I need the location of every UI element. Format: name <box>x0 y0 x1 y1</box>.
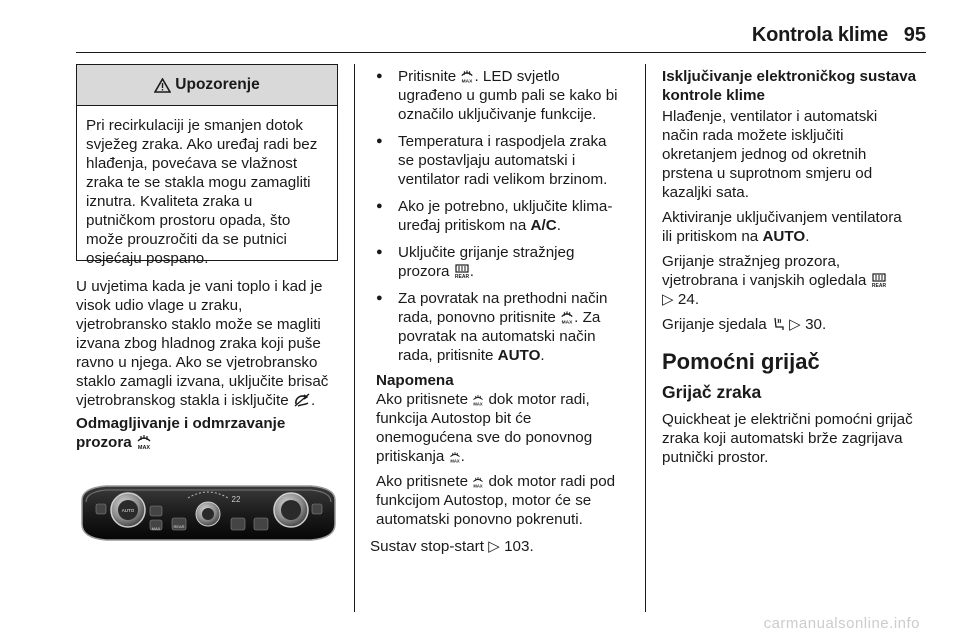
svg-text:REAR: REAR <box>454 274 469 279</box>
panel-max-label: MAX <box>151 526 161 531</box>
section-title: Pomoćni grijač <box>662 349 820 374</box>
list-item: ● Uključite grijanje stražnjeg prozora REAR . <box>370 243 638 281</box>
max-defrost-icon <box>472 393 484 407</box>
section-heading: Isključivanje elektroničkog sustava <box>662 68 917 85</box>
svg-text:MAX: MAX <box>137 445 151 450</box>
list-item: ● Ako je potrebno, uključite klima- uređaj pritiskom na A/C. <box>370 197 638 235</box>
note-paragraph-2: Ako pritisnete MAX dok motor radi pod funkcijom Autostop, motor će se automatski ponovno pokrenuti. <box>376 473 616 528</box>
warning-line: Pri recirkulaciji je smanjen dotok <box>86 117 303 134</box>
max-defrost-icon <box>472 475 484 489</box>
section-heading: Odmagljivanje i odmrzavanje <box>76 415 286 432</box>
reference-arrow-icon: ▷ <box>789 316 801 333</box>
climate-control-panel-image <box>76 478 341 546</box>
text-line: vjetrobransko staklo može se magliti <box>76 316 321 333</box>
reference-arrow-icon: ▷ <box>662 291 674 308</box>
stop-start-reference: Sustav stop-start ▷ 103. <box>370 538 534 555</box>
max-defrost-icon <box>136 433 152 450</box>
max-defrost-icon <box>449 450 461 464</box>
instruction-list <box>370 67 638 365</box>
text-line: vjetrobranskog stakla i isključite <box>76 392 289 409</box>
page-number: 95 <box>903 24 926 46</box>
section-heading: prozora <box>76 434 132 451</box>
warning-triangle-icon <box>154 78 171 93</box>
svg-text:MAX: MAX <box>450 458 460 464</box>
subsection-title: Grijač zraka <box>662 382 762 402</box>
paragraph: Grijanje sjedala ▷ 30. <box>662 316 827 333</box>
paragraph: Grijanje stražnjeg prozora, vjetrobrana i vanjskih ogledala REAR ▷ 24. <box>662 253 886 308</box>
humidity-paragraph: U uvjetima kada je vani toplo i kad je visok udio vlage u zraku, vjetrobransko staklo može se magliti izvana zbog hladnog zraka koji puše ravno u njega. Ako se vjetrobransko staklo zamagli izvana, uključite brisač vjetrobranskog stakla i isključite . <box>76 277 348 410</box>
svg-text:MAX: MAX <box>462 79 473 84</box>
warning-title: Upozorenje <box>175 76 260 93</box>
section-heading: kontrole klime <box>662 87 765 104</box>
warning-text <box>77 106 337 268</box>
note-title: Napomena <box>376 372 454 389</box>
list-item: ● Temperatura i raspodjela zraka se postavljaju automatski i ventilator radi velikom brzinom. <box>370 132 638 189</box>
reference-arrow-icon: ▷ <box>488 538 500 555</box>
text-line: izvana zbog hladnog zraka koji puše <box>76 335 321 352</box>
text-line: staklo zamagli izvana, uključite brisač <box>76 373 329 390</box>
recirculation-off-icon <box>293 392 311 408</box>
svg-text:MAX: MAX <box>473 401 483 407</box>
text-line: ravno u njega. Ako se vjetrobransko <box>76 354 318 371</box>
max-defrost-icon <box>460 68 474 84</box>
paragraph: Quickheat je električni pomoćni grijač zraka koji automatski brže zagrijava putnički prostor. <box>662 411 913 466</box>
svg-text:MAX: MAX <box>473 483 483 489</box>
warning-line: svježeg zraka. Ako uređaj radi bez <box>86 136 318 153</box>
panel-rear-label: REAR <box>173 524 185 529</box>
warning-line: osjećaju pospano. <box>86 250 209 267</box>
defrost-heading <box>76 414 348 452</box>
text-line: visok udio vlage u zraku, <box>76 297 243 314</box>
max-defrost-icon <box>560 309 574 325</box>
middle-column <box>370 67 638 556</box>
column-divider-2 <box>645 64 646 612</box>
warning-line: iznutra. Kvaliteta zraka u <box>86 193 253 210</box>
warning-box <box>76 64 338 267</box>
warning-line: putničkom prostoru opada, što <box>86 212 291 229</box>
rear-window-heating-icon <box>871 272 887 288</box>
note-block <box>370 371 638 529</box>
paragraph: Hlađenje, ventilator i automatski način rada možete isključiti okretanjem jednog od okretnih prstena u suprotnom smjeru od kazaljki sata. <box>662 108 878 201</box>
text-line: U uvjetima kada je vani toplo i kad je <box>76 278 323 295</box>
warning-line: zraka te se stakla mogu zamagliti <box>86 174 311 191</box>
ac-label: A/C <box>530 217 557 234</box>
panel-auto-label: AUTO <box>121 508 135 513</box>
header-rule <box>76 52 926 53</box>
watermark: carmanualsonline.info <box>763 615 920 632</box>
page-title: Kontrola klime <box>751 24 888 46</box>
panel-temperature-display: 22 <box>231 495 241 504</box>
list-item: ● Pritisnite MAX . LED svjetlo ugrađeno u gumb pali se kako bi označilo uključivanje funkcije. <box>370 67 638 124</box>
svg-text:MAX: MAX <box>561 320 573 325</box>
seat-heating-icon <box>771 316 785 332</box>
warning-line: može prouzročiti da se putnici <box>86 231 287 248</box>
rear-window-heating-icon <box>454 263 470 279</box>
svg-text:REAR: REAR <box>871 283 886 288</box>
warning-line: hlađenja, povećava se vlažnost <box>86 155 298 172</box>
column-divider-1 <box>354 64 355 612</box>
list-item: ● Za povratak na prethodni način rada, ponovno pritisnite MAX . Za povratak na automatski način rada, pritisnite AUTO. <box>370 289 638 365</box>
right-column <box>662 67 932 473</box>
auto-label: AUTO <box>497 347 541 364</box>
paragraph: Aktiviranje uključivanjem ventilatora ili pritiskom na AUTO. <box>662 209 902 245</box>
note-paragraph-1: Ako pritisnete MAX dok motor radi, funkcija Autostop bit će onemogućena sve do ponovnog pritiskanja MAX . <box>376 391 593 465</box>
warning-header <box>77 65 337 106</box>
